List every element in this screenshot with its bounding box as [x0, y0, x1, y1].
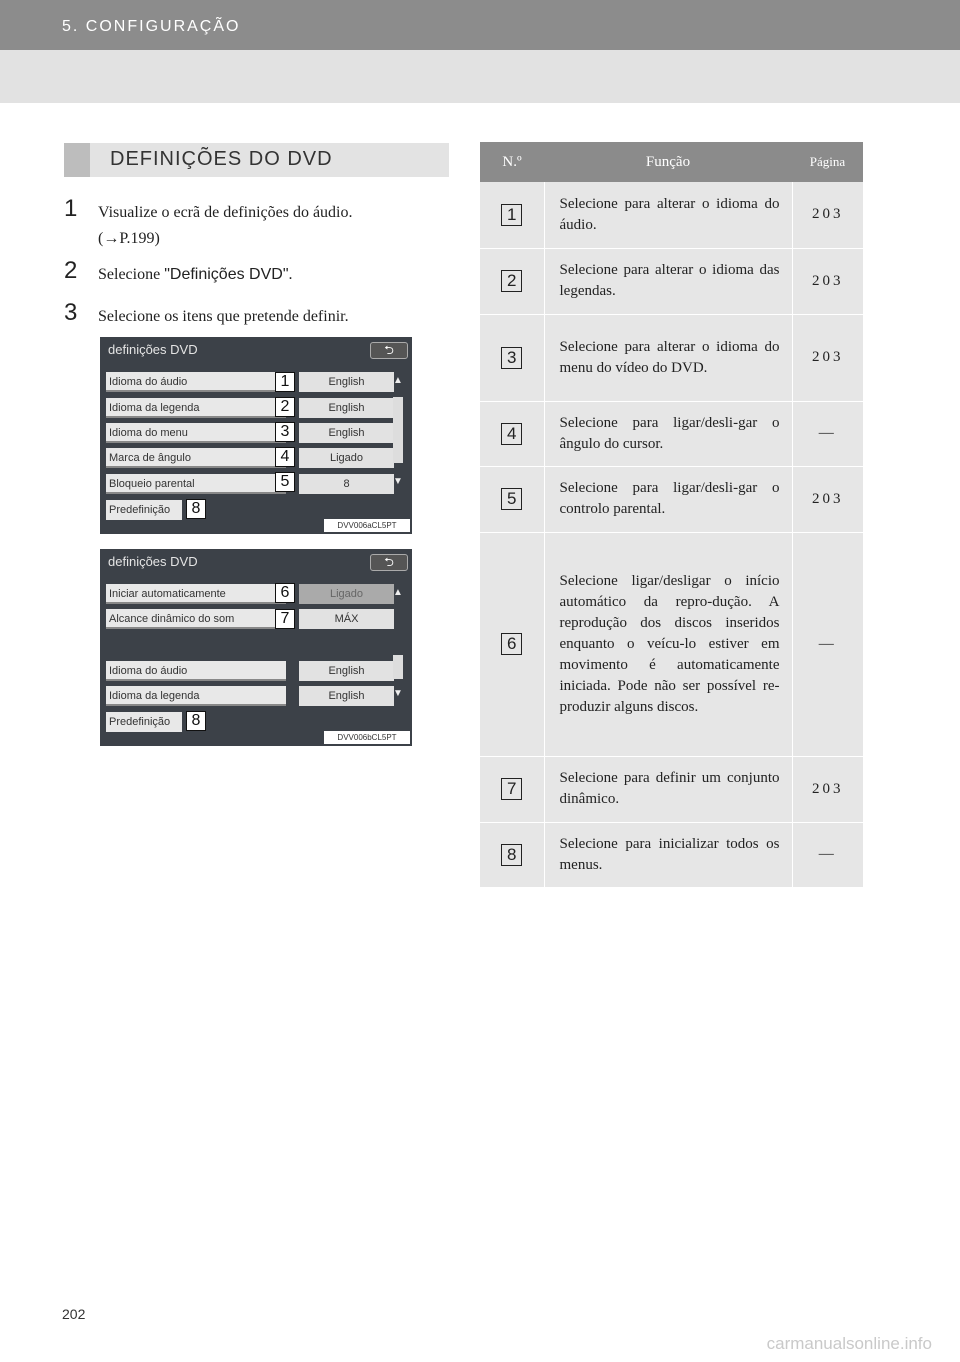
step-text: Visualize o ecrã de definições do áudio.: [98, 204, 353, 221]
setting-label: Idioma da legenda: [106, 398, 286, 418]
step-number: 1: [64, 195, 78, 222]
step-reference[interactable]: (→P.199): [98, 230, 160, 247]
row-number: 2: [501, 270, 522, 292]
scrollbar[interactable]: [393, 397, 403, 463]
scrollbar[interactable]: [393, 655, 403, 679]
row-number: 8: [501, 844, 522, 866]
callout-5: 5: [275, 472, 295, 492]
header-page: Página: [792, 142, 863, 182]
row-page[interactable]: 203: [792, 756, 863, 822]
row-function: Selecione ligar/desligar o início automático da repro-dução. A reprodução dos discos inseridos enquanto o veícu-lo estiver em movimento é automaticamente iniciada. Pode não ser possível re-produzir alguns discos.: [544, 532, 792, 756]
row-number: 1: [501, 204, 522, 226]
callout-4: 4: [275, 447, 295, 467]
row-function: Selecione para inicializar todos os menus.: [544, 822, 792, 887]
setting-label: Alcance dinâmico do som: [106, 609, 286, 629]
row-number: 3: [501, 347, 522, 369]
setting-value[interactable]: Ligado: [299, 584, 394, 604]
table-header-row: [480, 142, 863, 182]
row-page[interactable]: 203: [792, 248, 863, 314]
row-function: Selecione para alterar o idioma do menu do vídeo do DVD.: [544, 314, 792, 401]
callout-7: 7: [275, 609, 295, 629]
quoted-label: "Definições DVD": [164, 266, 289, 283]
setting-label: Iniciar automaticamente: [106, 584, 286, 604]
figure-code: DVV006bCL5PT: [324, 731, 410, 744]
setting-label: Idioma da legenda: [106, 686, 286, 706]
setting-value[interactable]: English: [299, 686, 394, 706]
header-func: Função: [544, 142, 792, 182]
scroll-down-icon[interactable]: ▼: [393, 688, 403, 699]
screen-title: definições DVD: [108, 342, 198, 357]
callout-1: 1: [275, 372, 295, 392]
page-number: 202: [62, 1306, 86, 1322]
step-number: 2: [64, 257, 78, 284]
setting-value[interactable]: English: [299, 398, 394, 418]
preset-button[interactable]: Predefinição: [106, 712, 182, 732]
row-page[interactable]: 203: [792, 466, 863, 532]
setting-label: Idioma do áudio: [106, 372, 286, 392]
row-page: —: [792, 532, 863, 756]
row-number: 7: [501, 778, 522, 800]
scroll-up-icon[interactable]: ▲: [393, 375, 403, 386]
setting-value[interactable]: English: [299, 423, 394, 443]
dvd-settings-screen-2: [100, 549, 412, 746]
table-row: [480, 822, 863, 887]
callout-3: 3: [275, 422, 295, 442]
setting-label: Bloqueio parental: [106, 474, 286, 494]
row-function: Selecione para ligar/desli-gar o ângulo do cursor.: [544, 401, 792, 466]
setting-label: Marca de ângulo: [106, 448, 286, 468]
section-header: 5. CONFIGURAÇÃO: [62, 18, 241, 35]
setting-value[interactable]: 8: [299, 474, 394, 494]
step-text: Selecione os itens que pretende definir.: [98, 308, 349, 325]
table-row: [480, 401, 863, 466]
setting-label: Idioma do áudio: [106, 661, 286, 681]
step-text: Selecione "Definições DVD".: [98, 266, 293, 283]
back-icon[interactable]: ⮌: [370, 554, 408, 571]
table-row: [480, 532, 863, 756]
table-row: [480, 182, 863, 248]
row-page: —: [792, 822, 863, 887]
figure-code: DVV006aCL5PT: [324, 519, 410, 532]
dvd-settings-screen-1: [100, 337, 412, 534]
table-row: [480, 466, 863, 532]
header-bar: [0, 0, 960, 50]
setting-value[interactable]: Ligado: [299, 448, 394, 468]
header-num: N.º: [480, 142, 544, 182]
row-function: Selecione para alterar o idioma do áudio.: [544, 182, 792, 248]
row-number: 6: [501, 633, 522, 655]
scroll-up-icon[interactable]: ▲: [393, 587, 403, 598]
setting-value[interactable]: English: [299, 661, 394, 681]
scroll-down-icon[interactable]: ▼: [393, 476, 403, 487]
screen-title: definições DVD: [108, 554, 198, 569]
callout-8: 8: [186, 499, 206, 519]
row-page[interactable]: 203: [792, 314, 863, 401]
header-subbar: [0, 50, 960, 103]
callout-6: 6: [275, 583, 295, 603]
row-function: Selecione para alterar o idioma das legendas.: [544, 248, 792, 314]
row-number: 5: [501, 488, 522, 510]
functions-table: [480, 142, 863, 888]
callout-8: 8: [186, 711, 206, 731]
step-number: 3: [64, 299, 78, 326]
table-row: [480, 314, 863, 401]
row-number: 4: [501, 423, 522, 445]
row-page: —: [792, 401, 863, 466]
setting-value[interactable]: MÁX: [299, 609, 394, 629]
watermark: carmanualsonline.info: [766, 1334, 932, 1353]
table-row: [480, 248, 863, 314]
preset-button[interactable]: Predefinição: [106, 500, 182, 520]
back-icon[interactable]: ⮌: [370, 342, 408, 359]
section-title: DEFINIÇÕES DO DVD: [110, 148, 333, 170]
row-function: Selecione para definir um conjunto dinâmico.: [544, 756, 792, 822]
setting-label: Idioma do menu: [106, 423, 286, 443]
setting-value[interactable]: English: [299, 372, 394, 392]
callout-2: 2: [275, 397, 295, 417]
section-title-box: [64, 143, 449, 177]
row-page[interactable]: 203: [792, 182, 863, 248]
table-row: [480, 756, 863, 822]
row-function: Selecione para ligar/desli-gar o controlo parental.: [544, 466, 792, 532]
